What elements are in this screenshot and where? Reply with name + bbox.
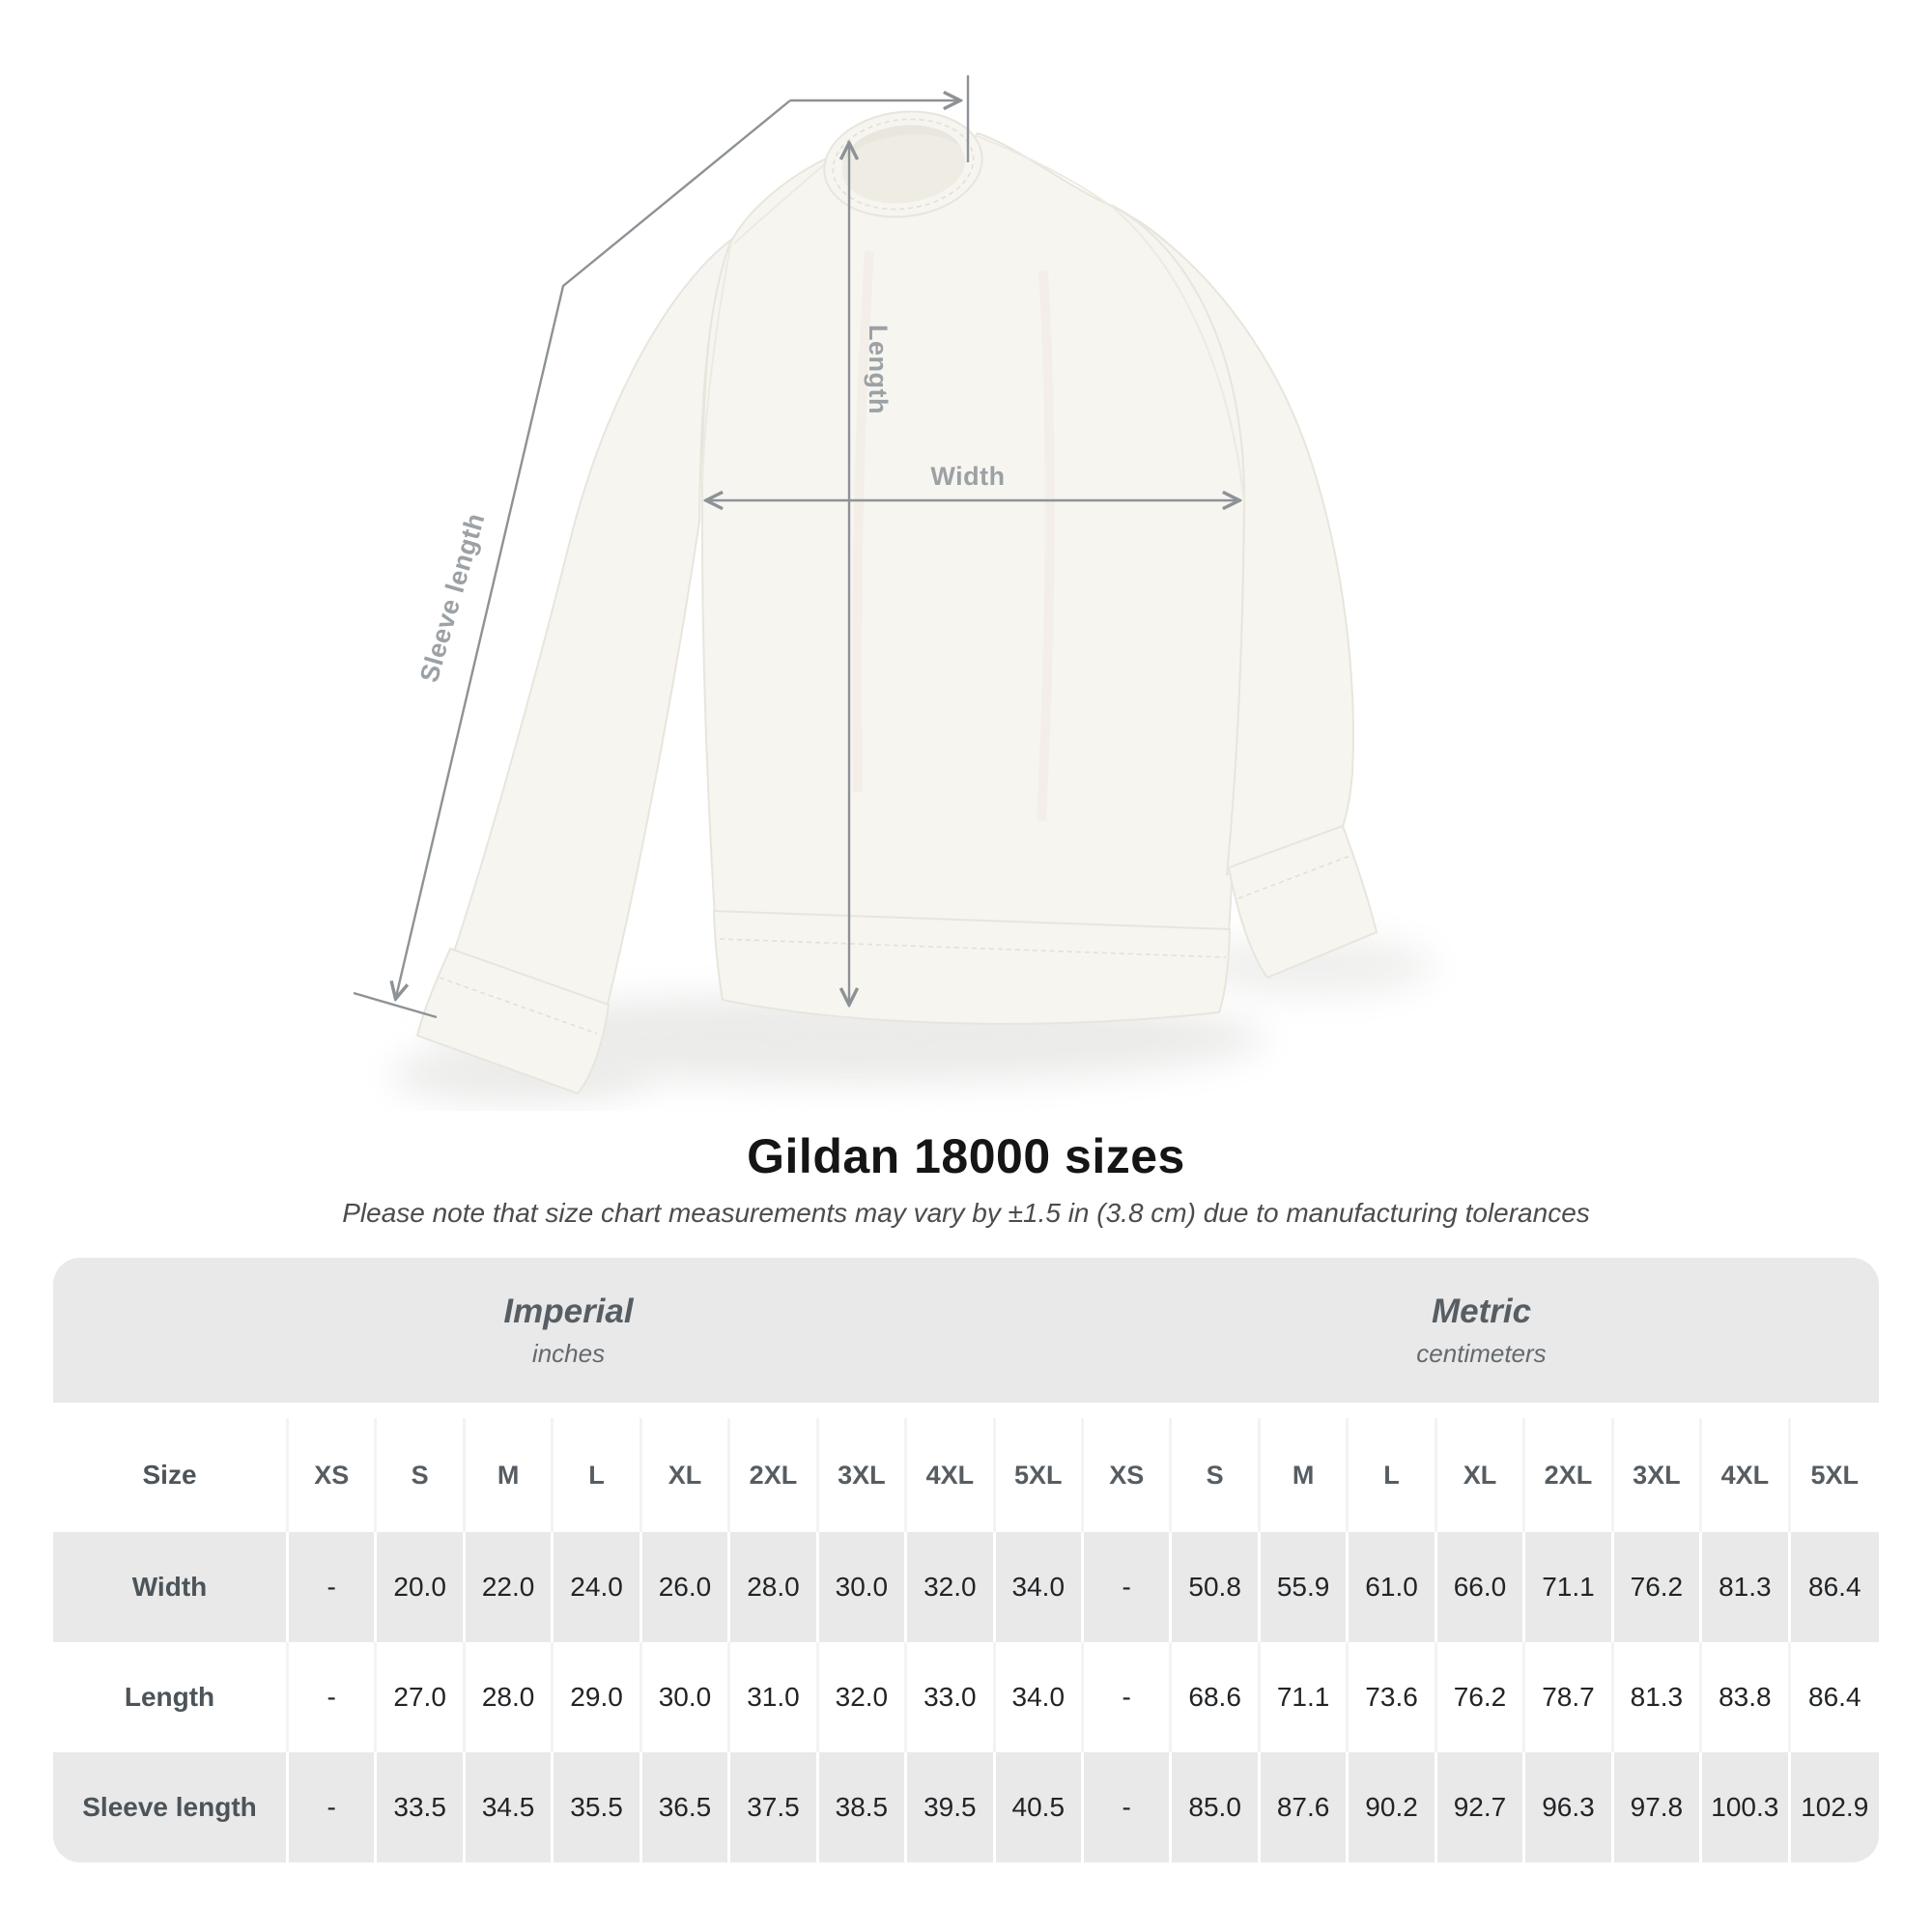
width-value: 66.0 [1437,1532,1525,1642]
length-value: 71.1 [1261,1642,1349,1752]
sleeve-length-value: 33.5 [377,1752,465,1862]
sleeve-length-value: 100.3 [1702,1752,1790,1862]
length-value: 32.0 [819,1642,907,1752]
row-label: Sleeve length [53,1752,289,1862]
width-value: 50.8 [1172,1532,1260,1642]
size-column-header: 4XL [907,1418,995,1532]
width-value: 61.0 [1349,1532,1436,1642]
sleeve-length-value: 96.3 [1525,1752,1613,1862]
sleeve-length-value: 34.5 [466,1752,554,1862]
width-value: 24.0 [554,1532,641,1642]
width-value: 30.0 [819,1532,907,1642]
length-value: 76.2 [1437,1642,1525,1752]
sleeve-length-value: 38.5 [819,1752,907,1862]
size-column-header: 3XL [1614,1418,1702,1532]
length-value: 34.0 [996,1642,1084,1752]
table-row-length [53,1642,1879,1752]
width-value: 55.9 [1261,1532,1349,1642]
size-column-header: 5XL [1810,1460,1860,1490]
sleeve-length-value: - [1084,1752,1172,1862]
width-value: 71.1 [1525,1532,1613,1642]
sleeve-length-value: 87.6 [1261,1752,1349,1862]
sleeve-length-value: 90.2 [1349,1752,1436,1862]
row-label: Width [53,1532,289,1642]
size-column-header: XS [1084,1418,1172,1532]
size-column-header: S [1172,1418,1260,1532]
width-value: 22.0 [466,1532,554,1642]
width-value: - [289,1532,377,1642]
sleeve-length-value: 36.5 [642,1752,730,1862]
length-value: 78.7 [1525,1642,1613,1752]
width-label: Width [930,462,1006,491]
metric-header [1084,1258,1879,1403]
size-column-header: M [1261,1418,1349,1532]
metric-units: centimeters [1416,1338,1547,1368]
table-row-width [53,1532,1879,1642]
width-value: 20.0 [377,1532,465,1642]
page-title: Gildan 18000 sizes [747,1129,1185,1183]
size-column-header: 2XL [730,1418,818,1532]
sleeve-length-label: Sleeve length [413,509,491,686]
width-value: 32.0 [907,1532,995,1642]
size-table [53,1258,1879,1862]
unit-header-band [53,1258,1879,1403]
size-column-header: L [1349,1418,1436,1532]
sleeve-length-value: 85.0 [1172,1752,1260,1862]
imperial-header [53,1258,1084,1403]
sleeve-length-value: 102.9 [1801,1792,1869,1822]
width-value: 26.0 [642,1532,730,1642]
length-label: Length [864,325,893,414]
length-value: 81.3 [1614,1642,1702,1752]
imperial-units: inches [531,1338,606,1368]
length-value: - [289,1642,377,1752]
tolerance-note: Please note that size chart measurements may vary by ±1.5 in (3.8 cm) due to manufacturing tolerances [342,1198,1590,1228]
sleeve-length-value: 40.5 [996,1752,1084,1862]
sleeve-length-value: 92.7 [1437,1752,1525,1862]
row-label: Length [53,1642,289,1752]
width-value: 76.2 [1614,1532,1702,1642]
length-value: 29.0 [554,1642,641,1752]
length-value: 33.0 [907,1642,995,1752]
length-value: 28.0 [466,1642,554,1752]
length-value: 31.0 [730,1642,818,1752]
length-value: 68.6 [1172,1642,1260,1752]
length-value: 83.8 [1702,1642,1790,1752]
table-row-sleeve-length [53,1752,1879,1862]
width-value: - [1084,1532,1172,1642]
size-column-header: 5XL [996,1418,1084,1532]
size-column-header: 2XL [1525,1418,1613,1532]
sleeve-length-value: - [289,1752,377,1862]
sleeve-length-value: 35.5 [554,1752,641,1862]
size-column-header: XL [642,1418,730,1532]
band-gap [53,1403,1879,1418]
metric-label: Metric [1431,1292,1532,1330]
length-value: 30.0 [642,1642,730,1752]
size-column-header: 3XL [819,1418,907,1532]
sleeve-length-value: 37.5 [730,1752,818,1862]
size-column-header: XL [1437,1418,1525,1532]
length-value: 27.0 [377,1642,465,1752]
width-value: 34.0 [996,1532,1084,1642]
sleeve-length-value: 97.8 [1614,1752,1702,1862]
size-column-header: S [377,1418,465,1532]
size-header-row [53,1418,1879,1532]
size-column-header: XS [289,1418,377,1532]
size-corner-label: Size [53,1418,289,1532]
size-column-header: L [554,1418,641,1532]
size-column-header: 4XL [1702,1418,1790,1532]
width-value: 81.3 [1702,1532,1790,1642]
size-column-header: M [466,1418,554,1532]
width-value: 86.4 [1808,1572,1861,1602]
length-value: - [1084,1642,1172,1752]
length-value: 73.6 [1349,1642,1436,1752]
width-value: 28.0 [730,1532,818,1642]
sleeve-length-value: 39.5 [907,1752,995,1862]
length-value: 86.4 [1808,1682,1861,1712]
imperial-label: Imperial [503,1292,634,1330]
